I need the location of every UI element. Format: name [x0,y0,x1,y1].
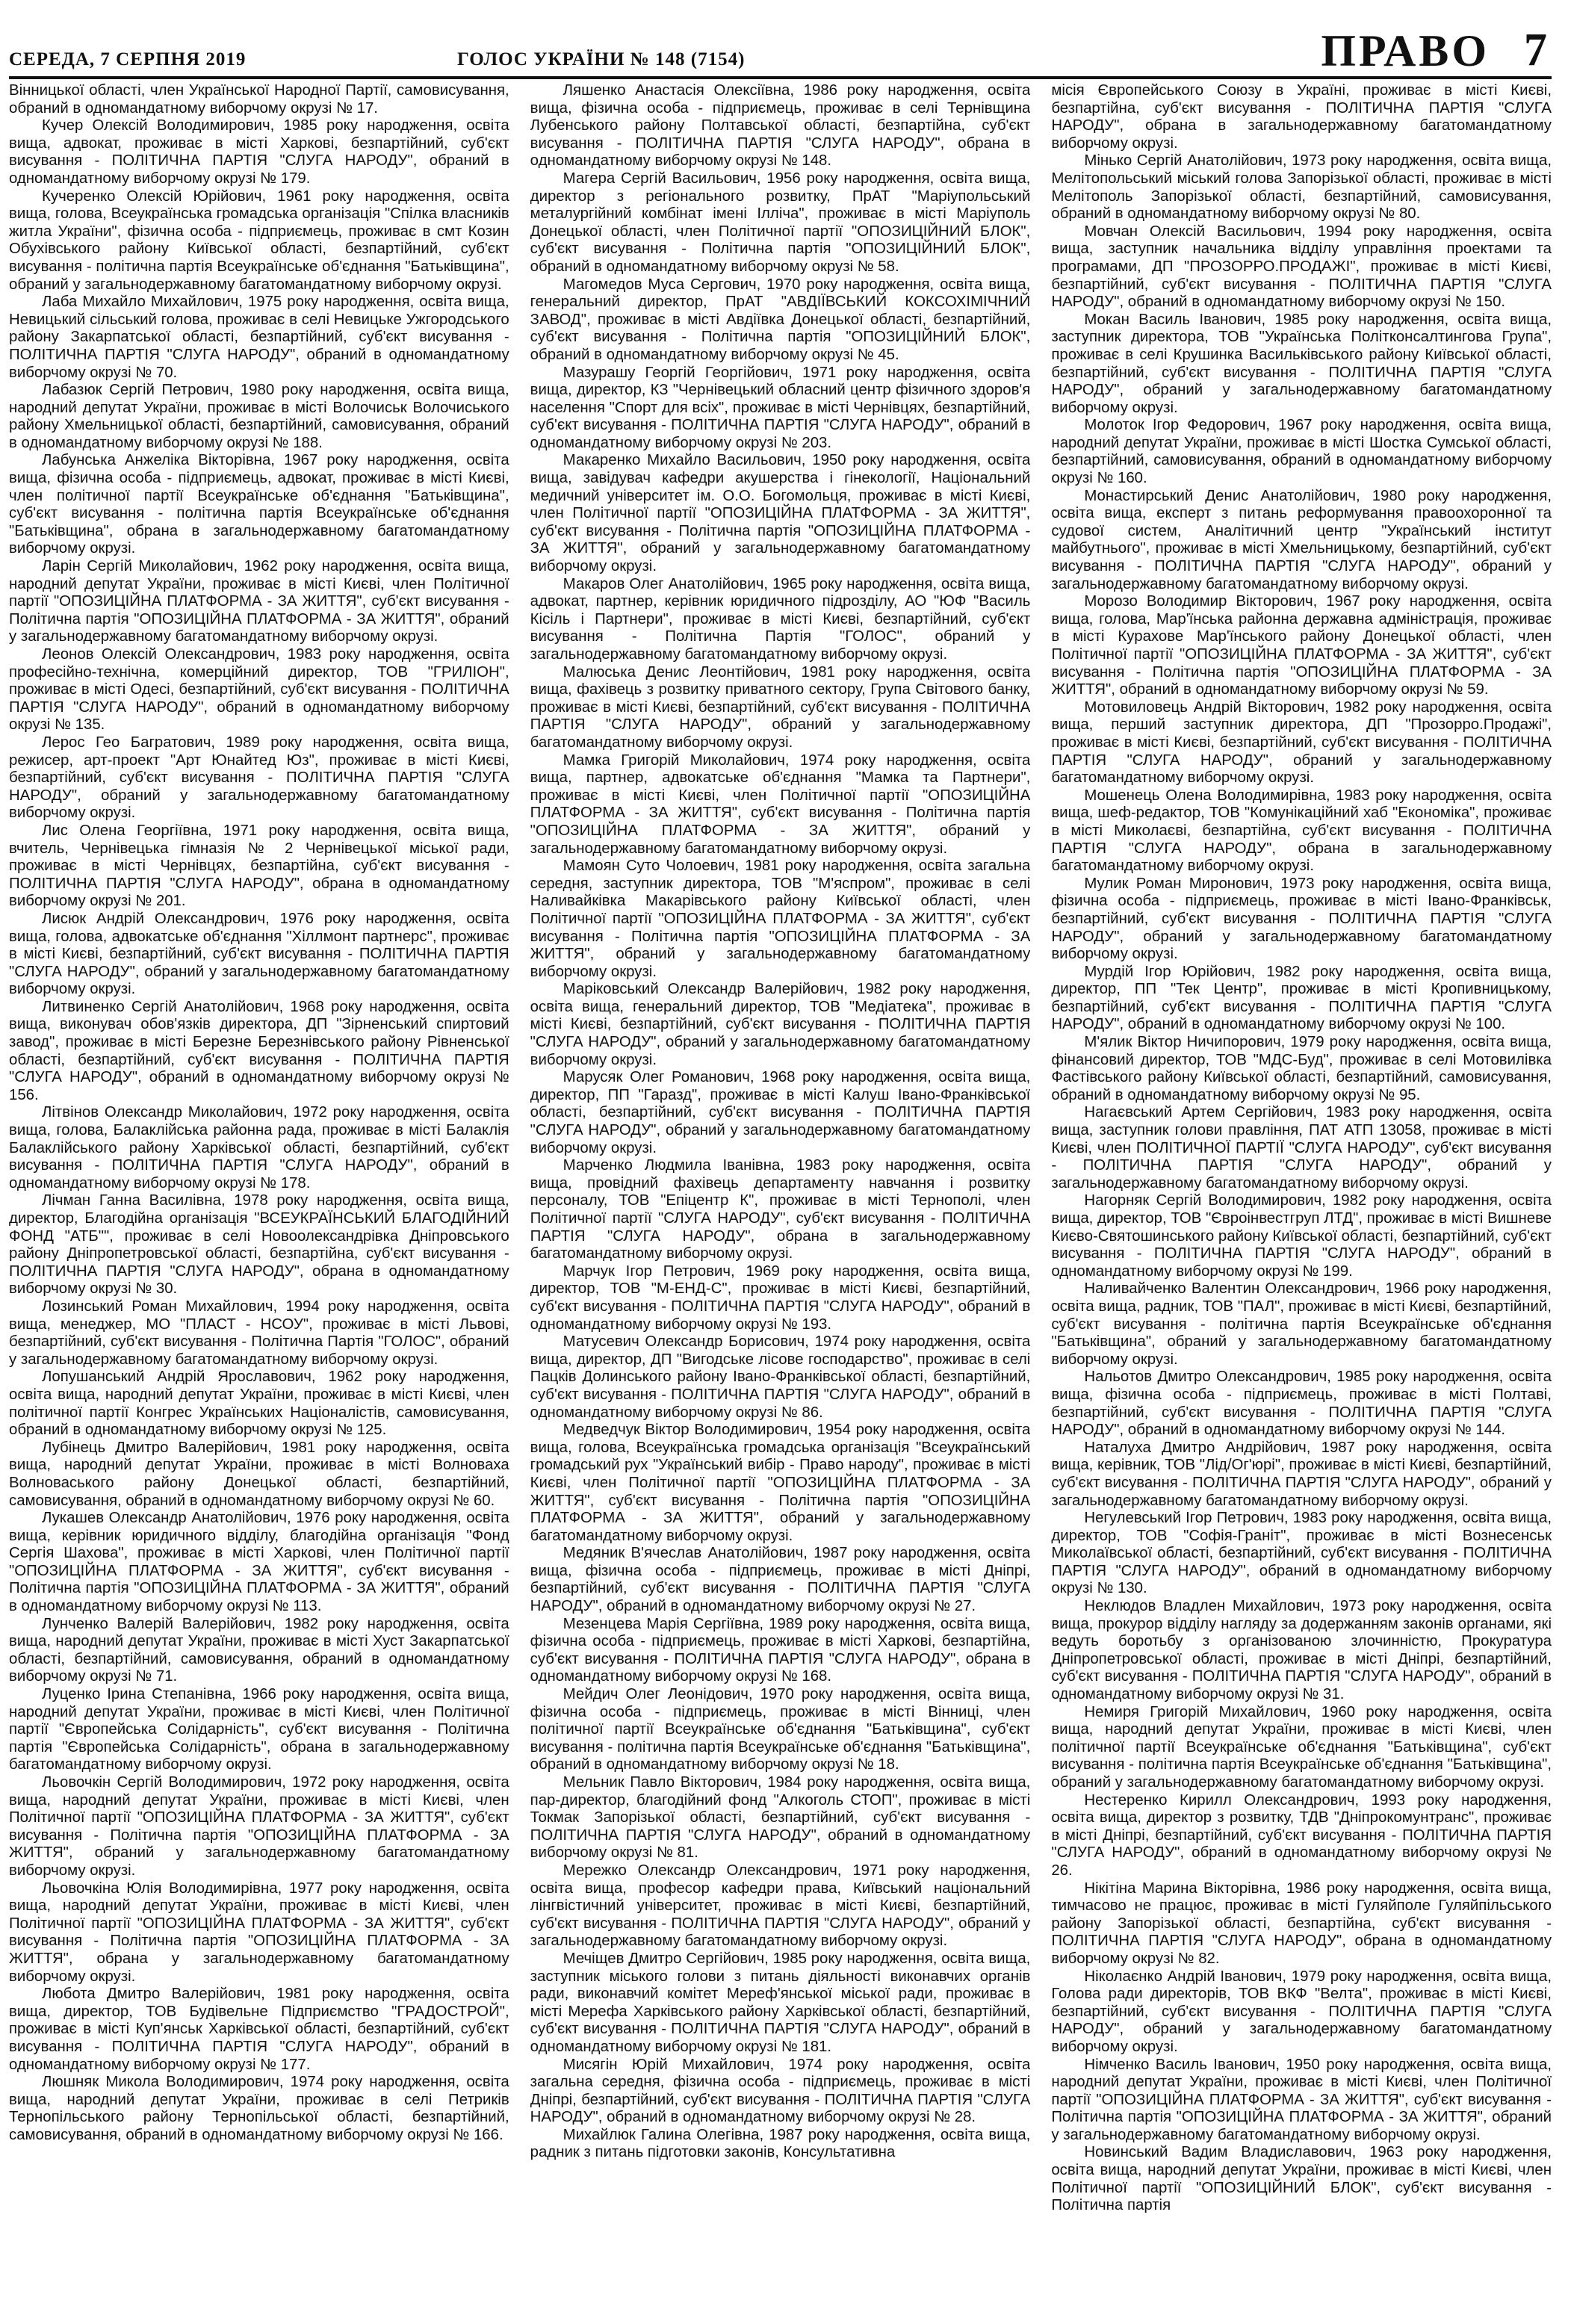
deputy-entry: Льовочкіна Юлія Володимирівна, 1977 року народження, освіта вища, народний депутат України, проживає в місті Києві, член Політичної партії "ОПОЗИЦІЙНА ПЛАТФОРМА - ЗА ЖИТТЯ", суб'єкт висування - Політична партія "ОПОЗИЦІЙНА ПЛАТФОРМА - ЗА ЖИТТЯ", обрана у загальнодержавному багатомандатному виборчому окрузі. [9,1880,509,1985]
deputy-entry: Ларін Сергій Миколайович, 1962 року народження, освіта вища, народний депутат України, проживає в місті Києві, член Політичної партії "ОПОЗИЦІЙНА ПЛАТФОРМА - ЗА ЖИТТЯ", суб'єкт висування - Політична партія "ОПОЗИЦІЙНА ПЛАТФОРМА - ЗА ЖИТТЯ", обраний у загальнодержавному багатомандатному виборчому окрузі. [9,558,509,645]
deputy-entry: Мейдич Олег Леонідович, 1970 року народження, освіта вища, фізична особа - підприємець, проживає в місті Вінниці, член політичної партії Всеукраїнське об'єднання "Батьківщина", суб'єкт висування - політична партія Всеукраїнське об'єднання "Батьківщина", обраний в одномандатному виборчому окрузі № 18. [530,1686,1031,1773]
deputy-entry: Мамка Григорій Миколайович, 1974 року народження, освіта вища, партнер, адвокатське об'єднання "Мамка та Партнери", проживає в місті Києві, член Політичної партії "ОПОЗИЦІЙНА ПЛАТФОРМА - ЗА ЖИТТЯ", суб'єкт висування - Політична партія "ОПОЗИЦІЙНА ПЛАТФОРМА - ЗА ЖИТТЯ", обраний у загальнодержавному багатомандатному виборчому окрузі. [530,752,1031,857]
deputy-entry: Лопушанський Андрій Ярославович, 1962 року народження, освіта вища, народний депутат України, проживає в місті Києві, член політичної партії Конгрес Українських Націоналістів, самовисування, обраний в одномандатному виборчому окрузі № 125. [9,1369,509,1439]
deputy-entry: Люшняк Микола Володимирович, 1974 року народження, освіта вища, народний депутат України, проживає в селі Петриків Тернопільського району Тернопільської області, безпартійний, самовисування, обраний в одномандатному виборчому окрузі № 166. [9,2074,509,2143]
deputy-entry: Льовочкін Сергій Володимирович, 1972 року народження, освіта вища, народний депутат України, проживає в місті Києві, член Політичної партії "ОПОЗИЦІЙНА ПЛАТФОРМА - ЗА ЖИТТЯ", суб'єкт висування - Політична партія "ОПОЗИЦІЙНА ПЛАТФОРМА - ЗА ЖИТТЯ", обраний у загальнодержавному багатомандатному виборчому окрузі. [9,1774,509,1879]
deputy-entry: Марченко Людмила Іванівна, 1983 року народження, освіта вища, провідний фахівець департаменту навчання і розвитку персоналу, ТОВ "Епіцентр К", проживає в місті Тернополі, член Політичної партії "СЛУГА НАРОДУ", суб'єкт висування - ПОЛІТИЧНА ПАРТІЯ "СЛУГА НАРОДУ", обрана в загальнодержавному багатомандатному виборчому окрузі. [530,1157,1031,1262]
deputy-entry: Монастирський Денис Анатолійович, 1980 року народження, освіта вища, експерт з питань реформування правоохоронної та судової систем, Аналітичний центр "Український інститут майбутнього", проживає в місті Хмельницькому, безпартійний, суб'єкт висування - ПОЛІТИЧНА ПАРТІЯ "СЛУГА НАРОДУ", обраний у загальнодержавному багатомандатному виборчому окрузі. [1051,487,1552,592]
deputy-entry: Леонов Олексій Олександрович, 1983 року народження, освіта професійно-технічна, комерційний директор, ТОВ "ГРИЛІОН", проживає в місті Одесі, безпартійний, суб'єкт висування - ПОЛІТИЧНА ПАРТІЯ "СЛУГА НАРОДУ", обраний в одномандатному виборчому окрузі № 135. [9,646,509,734]
deputy-entry: Кучеренко Олексій Юрійович, 1961 року народження, освіта вища, голова, Всеукраїнська громадська організація "Спілка власників житла України", фізична особа - підприємець, проживає в смт Козин Обухівського району Київської області, безпартійний, суб'єкт висування - політична партія Всеукраїнське об'єднання "Батьківщина", обраний у загальнодержавному багатомандатному виборчому окрузі. [9,188,509,293]
deputy-entry: Кучер Олексій Володимирович, 1985 року народження, освіта вища, адвокат, проживає в місті Харкові, безпартійний, суб'єкт висування - ПОЛІТИЧНА ПАРТІЯ "СЛУГА НАРОДУ", обраний в одномандатному виборчому окрузі № 179. [9,117,509,187]
deputy-entry: Літвінов Олександр Миколайович, 1972 року народження, освіта вища, голова, Балаклійська районна рада, проживає в місті Балаклія Балаклійського району Харківської області, безпартійний, суб'єкт висування - ПОЛІТИЧНА ПАРТІЯ "СЛУГА НАРОДУ", обраний в одномандатному виборчому окрузі № 178. [9,1104,509,1192]
deputy-entry: Лабунська Анжеліка Вікторівна, 1967 року народження, освіта вища, фізична особа - підприємець, адвокат, проживає в місті Києві, член політичної партії Всеукраїнське об'єднання "Батьківщина", суб'єкт висування - політична партія Всеукраїнське об'єднання "Батьківщина", обрана в загальнодержавному багатомандатному виборчому окрузі. [9,452,509,557]
deputy-entry: Нагаєвський Артем Сергійович, 1983 року народження, освіта вища, заступник голови правління, ПАТ АТП 13058, проживає в місті Києві, член ПОЛІТИЧНОЇ ПАРТІЇ "СЛУГА НАРОДУ", суб'єкт висування - ПОЛІТИЧНА ПАРТІЯ "СЛУГА НАРОДУ", обраний у загальнодержавному багатомандатному виборчому окрузі. [1051,1104,1552,1192]
deputy-entry: Нальотов Дмитро Олександрович, 1985 року народження, освіта вища, фізична особа - підприємець, проживає в місті Полтаві, безпартійний, суб'єкт висування - ПОЛІТИЧНА ПАРТІЯ "СЛУГА НАРОДУ", обраний в одномандатному виборчому окрузі № 144. [1051,1369,1552,1439]
deputy-entry: Німченко Василь Іванович, 1950 року народження, освіта вища, народний депутат України, проживає в місті Києві, член Політичної партії "ОПОЗИЦІЙНА ПЛАТФОРМА - ЗА ЖИТТЯ", суб'єкт висування - Політична партія "ОПОЗИЦІЙНА ПЛАТФОРМА - ЗА ЖИТТЯ", обраний у загальнодержавному багатомандатному виборчому окрузі. [1051,2056,1552,2143]
deputy-entry: Лозинський Роман Михайлович, 1994 року народження, освіта вища, менеджер, МО "ПЛАСТ - НСОУ", проживає в місті Львові, безпартійний, суб'єкт висування - Політична Партія "ГОЛОС", обраний у загальнодержавному багатомандатному виборчому окрузі. [9,1298,509,1368]
deputy-entry: Лічман Ганна Василівна, 1978 року народження, освіта вища, директор, Благодійна організація "ВСЕУКРАЇНСЬКИЙ БЛАГОДІЙНИЙ ФОНД "АТБ"", проживає в селі Новоолександрівка Дніпровського району Дніпропетровської області, безпартійна, суб'єкт висування - ПОЛІТИЧНА ПАРТІЯ "СЛУГА НАРОДУ", обрана в одномандатному виборчому окрузі № 30. [9,1192,509,1298]
deputy-entry: Мисягін Юрій Михайлович, 1974 року народження, освіта загальна середня, фізична особа - підприємець, проживає в місті Дніпрі, безпартійний, суб'єкт висування - ПОЛІТИЧНА ПАРТІЯ "СЛУГА НАРОДУ", обраний в одномандатному виборчому окрузі № 28. [530,2056,1031,2126]
page-number: 7 [1524,25,1547,75]
deputy-entry: Маріковський Олександр Валерійович, 1982 року народження, освіта вища, генеральний директор, ТОВ "Медіатека", проживає в місті Києві, безпартійний, суб'єкт висування - ПОЛІТИЧНА ПАРТІЯ "СЛУГА НАРОДУ", обраний у загальнодержавному багатомандатному виборчому окрузі. [530,981,1031,1068]
deputy-entry: Мамоян Суто Чолоевич, 1981 року народження, освіта загальна середня, заступник директора, ТОВ "М'яспром", проживає в селі Наливайківка Макарівського району Київської області, член Політичної партії "ОПОЗИЦІЙНА ПЛАТФОРМА - ЗА ЖИТТЯ", суб'єкт висування - Політична партія "ОПОЗИЦІЙНА ПЛАТФОРМА - ЗА ЖИТТЯ", обраний у загальнодержавному багатомандатному виборчому окрузі. [530,858,1031,980]
deputy-entry: Нагорняк Сергій Володимирович, 1982 року народження, освіта вища, директор, ТОВ "Євроінвестгруп ЛТД", проживає в місті Вишневе Києво-Святошинського району Київської області, безпартійний, суб'єкт висування - ПОЛІТИЧНА ПАРТІЯ "СЛУГА НАРОДУ", обраний в одномандатному виборчому окрузі № 199. [1051,1192,1552,1280]
column-2 [530,82,1031,2324]
deputy-entry: Лерос Гео Багратович, 1989 року народження, освіта вища, режисер, арт-проект "Арт Юнайтед Юз", проживає в місті Києві, безпартійний, суб'єкт висування - ПОЛІТИЧНА ПАРТІЯ "СЛУГА НАРОДУ", обраний у загальнодержавному багатомандатному виборчому окрузі. [9,734,509,822]
deputy-entry: Магомедов Муса Сергович, 1970 року народження, освіта вища, генеральний директор, ПрАТ "АВДІЇВСЬКИЙ КОКСОХІМІЧНИЙ ЗАВОД", проживає в місті Авдіївка Донецької області, безпартійний, суб'єкт висування - Політична партія "ОПОЗИЦІЙНИЙ БЛОК", обраний в одномандатному виборчому окрузі № 45. [530,276,1031,363]
deputy-entry: Мінько Сергій Анатолійович, 1973 року народження, освіта вища, Мелітопольський міський голова Запорізької області, проживає в місті Мелітополь Запорізької області, безпартійний, самовисування, обраний в одномандатному виборчому окрузі № 80. [1051,152,1552,223]
deputy-entry: Лисюк Андрій Олександрович, 1976 року народження, освіта вища, голова, адвокатське об'єднання "Хіллмонт партнерс", проживає в місті Києві, безпартійний, суб'єкт висування - ПОЛІТИЧНА ПАРТІЯ "СЛУГА НАРОДУ", обраний у загальнодержавному багатомандатному виборчому окрузі. [9,910,509,998]
issue-date: СЕРЕДА, 7 СЕРПНЯ 2019 [9,49,247,69]
deputy-entry: Лаба Михайло Михайлович, 1975 року народження, освіта вища, Невицький сільський голова, проживає в селі Невицьке Ужгородського району Закарпатської області, безпартійний, суб'єкт висування - ПОЛІТИЧНА ПАРТІЯ "СЛУГА НАРОДУ", обраний в одномандатному виборчому окрузі № 70. [9,294,509,381]
deputy-entry: Наталуха Дмитро Андрійович, 1987 року народження, освіта вища, керівник, ТОВ "Лід/Ог'юрі", проживає в місті Києві, безпартійний, суб'єкт висування - ПОЛІТИЧНА ПАРТІЯ "СЛУГА НАРОДУ", обраний у загальнодержавному багатомандатному виборчому окрузі. [1051,1439,1552,1509]
section-title: ПРАВО [1321,26,1490,75]
deputy-entry: Новинський Вадим Владиславович, 1963 року народження, освіта вища, народний депутат України, проживає в місті Києві, член Політичної партії "ОПОЗИЦІЙНИЙ БЛОК", суб'єкт висування - Політична партія [1051,2144,1552,2214]
column-1 [9,82,509,2324]
deputy-entry: Мечіщев Дмитро Сергійович, 1985 року народження, освіта вища, заступник міського голови з питань діяльності виконавчих органів ради, виконавчий комітет Мереф'янської міської ради, проживає в місті Мерефа Харківського району Харківської області, безпартійний, суб'єкт висування - ПОЛІТИЧНА ПАРТІЯ "СЛУГА НАРОДУ", обраний в одномандатному виборчому окрузі № 181. [530,1950,1031,2055]
deputy-entry: Малюська Денис Леонтійович, 1981 року народження, освіта вища, фахівець з розвитку приватного сектору, Група Світового банку, проживає в місті Києві, безпартійний, суб'єкт висування - ПОЛІТИЧНА ПАРТІЯ "СЛУГА НАРОДУ", обраний у загальнодержавному багатомандатному виборчому окрузі. [530,663,1031,751]
deputy-entry: Марчук Ігор Петрович, 1969 року народження, освіта вища, директор, ТОВ "М-ЕНД-С", проживає в місті Києві, безпартійний, суб'єкт висування - ПОЛІТИЧНА ПАРТІЯ "СЛУГА НАРОДУ", обраний в одномандатному виборчому окрузі № 193. [530,1262,1031,1333]
deputy-entry: Лукашев Олександр Анатолійович, 1976 року народження, освіта вища, керівник юридичного відділу, благодійна організація "Фонд Сергія Шахова", проживає в місті Харкові, член Політичної партії "ОПОЗИЦІЙНА ПЛАТФОРМА - ЗА ЖИТТЯ", суб'єкт висування - Політична партія "ОПОЗИЦІЙНА ПЛАТФОРМА - ЗА ЖИТТЯ", обраний в одномандатному виборчому окрузі № 113. [9,1510,509,1615]
deputy-entry: Вінницької області, член Української Народної Партії, самовисування, обраний в одномандатному виборчому окрузі № 17. [9,82,509,117]
deputy-entry: Мезенцева Марія Сергіївна, 1989 року народження, освіта вища, фізична особа - підприємець, проживає в місті Харкові, безпартійна, суб'єкт висування - ПОЛІТИЧНА ПАРТІЯ "СЛУГА НАРОДУ", обрана в одномандатному виборчому окрузі № 168. [530,1615,1031,1685]
deputy-entry: Нестеренко Кирилл Олександрович, 1993 року народження, освіта вища, директор з розвитку, ТДВ "Дніпрокомунтранс", проживає в місті Дніпрі, безпартійний, суб'єкт висування - ПОЛІТИЧНА ПАРТІЯ "СЛУГА НАРОДУ", обраний в одномандатному виборчому окрузі № 26. [1051,1791,1552,1879]
deputy-entry: Ніколаєнко Андрій Іванович, 1979 року народження, освіта вища, Голова ради директорів, ТОВ ВКФ "Велта", проживає в місті Києві, безпартійний, суб'єкт висування - ПОЛІТИЧНА ПАРТІЯ "СЛУГА НАРОДУ", обраний у загальнодержавному багатомандатному виборчому окрузі. [1051,1968,1552,2055]
deputy-entry: Мулик Роман Миронович, 1973 року народження, освіта вища, фізична особа - підприємець, проживає в місті Івано-Франківськ, безпартійний, суб'єкт висування - ПОЛІТИЧНА ПАРТІЯ "СЛУГА НАРОДУ", обраний у загальнодержавному багатомандатному виборчому окрузі. [1051,875,1552,963]
deputy-entry: Макаренко Михайло Васильович, 1950 року народження, освіта вища, завідувач кафедри акушерства і гінекології, Національний медичний університет ім. О.О. Богомольця, проживає в місті Києві, член Політичної партії "ОПОЗИЦІЙНА ПЛАТФОРМА - ЗА ЖИТТЯ", суб'єкт висування - Політична партія "ОПОЗИЦІЙНА ПЛАТФОРМА - ЗА ЖИТТЯ", обраний у загальнодержавному багатомандатному виборчому окрузі. [530,452,1031,575]
deputy-entry: Лабазюк Сергій Петрович, 1980 року народження, освіта вища, народний депутат України, проживає в місті Волочиськ Волочиського району Хмельницької області, безпартійний, самовисування, обраний в одномандатному виборчому окрузі № 188. [9,382,509,451]
page-header [9,27,1552,79]
deputy-entry: Мазурашу Георгій Георгійович, 1971 року народження, освіта вища, директор, КЗ "Чернівецький обласний центр фізичного здоров'я населення "Спорт для всіх", проживає в місті Чернівцях, безпартійний, суб'єкт висування - ПОЛІТИЧНА ПАРТІЯ "СЛУГА НАРОДУ", обраний в одномандатному виборчому окрузі № 203. [530,364,1031,451]
deputy-entry: Лунченко Валерій Валерійович, 1982 року народження, освіта вища, народний депутат України, проживає в місті Хуст Закарпатської області, безпартійний, самовисування, обраний в одномандатному виборчому окрузі № 71. [9,1615,509,1685]
deputy-entry: Мережко Олександр Олександрович, 1971 року народження, освіта вища, професор кафедри права, Київський національний лінгвістичний університет, проживає в місті Києві, безпартійний, суб'єкт висування - ПОЛІТИЧНА ПАРТІЯ "СЛУГА НАРОДУ", обраний у загальнодержавному багатомандатному виборчому окрузі. [530,1862,1031,1950]
deputy-entry: Неклюдов Владлен Михайлович, 1973 року народження, освіта вища, прокурор відділу нагляду за додержанням законів органами, які ведуть боротьбу з організованою злочинністю, Прокуратура Дніпропетровської області, проживає в місті Дніпрі, безпартійний, суб'єкт висування - ПОЛІТИЧНА ПАРТІЯ "СЛУГА НАРОДУ", обраний в одномандатному виборчому окрузі № 31. [1051,1598,1552,1703]
deputy-entry: Михайлюк Галина Олегівна, 1987 року народження, освіта вища, радник з питань підготовки законів, Консультативна [530,2126,1031,2161]
deputy-entry: Наливайченко Валентин Олександрович, 1966 року народження, освіта вища, радник, ТОВ "ПАЛ", проживає в місті Києві, безпартійний, суб'єкт висування - політична партія Всеукраїнське об'єднання "Батьківщина", обраний у загальнодержавному багатомандатному виборчому окрузі. [1051,1280,1552,1368]
text-columns [9,82,1552,2324]
deputy-entry: Макаров Олег Анатолійович, 1965 року народження, освіта вища, адвокат, партнер, керівник юридичного підрозділу, АО "ЮФ "Василь Кісіль і Партнери", проживає в місті Києві, безпартійний, суб'єкт висування - Політична Партія "ГОЛОС", обраний у загальнодержавному багатомандатному виборчому окрузі. [530,575,1031,663]
deputy-entry: Луценко Ірина Степанівна, 1966 року народження, освіта вища, народний депутат України, проживає в місті Києві, член Політичної партії "Європейська Солідарність", суб'єкт висування - Політична партія "Європейська Солідарність", обрана в загальнодержавному багатомандатному виборчому окрузі. [9,1686,509,1773]
deputy-entry: Лис Олена Георгіївна, 1971 року народження, освіта вища, вчитель, Чернівецька гімназія № 2 Чернівецької міської ради, проживає в місті Чернівцях, безпартійна, суб'єкт висування - ПОЛІТИЧНА ПАРТІЯ "СЛУГА НАРОДУ", обрана в одномандатному виборчому окрузі № 201. [9,822,509,910]
deputy-entry: Немиря Григорій Михайлович, 1960 року народження, освіта вища, народний депутат України, проживає в місті Києві, член політичної партії Всеукраїнське об'єднання "Батьківщина", суб'єкт висування - політична партія Всеукраїнське об'єднання "Батьківщина", обраний у загальнодержавному багатомандатному виборчому окрузі. [1051,1703,1552,1791]
column-3 [1051,82,1552,2324]
deputy-entry: Молоток Ігор Федорович, 1967 року народження, освіта вища, народний депутат України, проживає в місті Шостка Сумської області, безпартійний, самовисування, обраний в одномандатному виборчому окрузі № 160. [1051,417,1552,487]
deputy-entry: Мотовиловець Андрій Вікторович, 1982 року народження, освіта вища, перший заступник директора, ДП "Прозорро.Продажі", проживає в місті Києві, безпартійний, суб'єкт висування - ПОЛІТИЧНА ПАРТІЯ "СЛУГА НАРОДУ", обраний у загальнодержавному багатомандатному виборчому окрузі. [1051,698,1552,787]
deputy-entry: Мошенець Олена Володимирівна, 1983 року народження, освіта вища, шеф-редактор, ТОВ "Комунікаційний хаб "Економіка", проживає в місті Миколаєві, безпартійна, суб'єкт висування - ПОЛІТИЧНА ПАРТІЯ "СЛУГА НАРОДУ", обрана в загальнодержавному багатомандатному виборчому окрузі. [1051,787,1552,875]
deputy-entry: Медяник В'ячеслав Анатолійович, 1987 року народження, освіта вища, фізична особа - підприємець, проживає в місті Дніпрі, безпартійний, суб'єкт висування - ПОЛІТИЧНА ПАРТІЯ "СЛУГА НАРОДУ", обраний в одномандатному виборчому окрузі № 27. [530,1545,1031,1615]
newspaper-name: ГОЛОС УКРАЇНИ № 148 (7154) [457,49,746,69]
deputy-entry: М'ялик Віктор Ничипорович, 1979 року народження, освіта вища, фінансовий директор, ТОВ "МДС-Буд", проживає в селі Мотовилівка Фастівського району Київської області, безпартійний, самовисування, обраний в одномандатному виборчому окрузі № 95. [1051,1034,1552,1103]
deputy-entry: Ляшенко Анастасія Олексіївна, 1986 року народження, освіта вища, фізична особа - підприємець, проживає в селі Тернівщина Лубенського району Полтавської області, безпартійна, суб'єкт висування - ПОЛІТИЧНА ПАРТІЯ "СЛУГА НАРОДУ", обрана в одномандатному виборчому окрузі № 148. [530,82,1031,170]
deputy-entry: Медведчук Віктор Володимирович, 1954 року народження, освіта вища, голова, Всеукраїнська громадська організація "Всеукраїнський громадський рух "Український вибір - Право народу", проживає в місті Києві, член Політичної партії "ОПОЗИЦІЙНА ПЛАТФОРМА - ЗА ЖИТТЯ", суб'єкт висування - Політична партія "ОПОЗИЦІЙНА ПЛАТФОРМА - ЗА ЖИТТЯ", обраний у загальнодержавному багатомандатному виборчому окрузі. [530,1422,1031,1544]
deputy-entry: Марусяк Олег Романович, 1968 року народження, освіта вища, директор, ПП "Гаразд", проживає в місті Калуш Івано-Франківської області, безпартійний, суб'єкт висування - ПОЛІТИЧНА ПАРТІЯ "СЛУГА НАРОДУ", обраний у загальнодержавному багатомандатному виборчому окрузі. [530,1069,1031,1156]
deputy-entry: Нікітіна Марина Вікторівна, 1986 року народження, освіта вища, тимчасово не працює, проживає в місті Гуляйполе Гуляйпільського району Запорізької області, безпартійна, суб'єкт висування - ПОЛІТИЧНА ПАРТІЯ "СЛУГА НАРОДУ", обрана в одномандатному виборчому окрузі № 82. [1051,1880,1552,1967]
deputy-entry: Лубінець Дмитро Валерійович, 1981 року народження, освіта вища, народний депутат України, проживає в місті Волноваха Волноваського району Донецької області, безпартійний, самовисування, обраний в одномандатному виборчому окрузі № 60. [9,1439,509,1509]
deputy-entry: Мурдій Ігор Юрійович, 1982 року народження, освіта вища, директор, ПП "Тек Центр", проживає в місті Кропивницькому, безпартійний, суб'єкт висування - ПОЛІТИЧНА ПАРТІЯ "СЛУГА НАРОДУ", обраний в одномандатному виборчому окрузі № 100. [1051,963,1552,1033]
deputy-entry: Морозо Володимир Вікторович, 1967 року народження, освіта вища, голова, Мар'їнська районна державна адміністрація, проживає в місті Курахове Мар'їнського району Донецької області, член Політичної партії "ОПОЗИЦІЙНА ПЛАТФОРМА - ЗА ЖИТТЯ", суб'єкт висування - Політична партія "ОПОЗИЦІЙНА ПЛАТФОРМА - ЗА ЖИТТЯ", обраний в одномандатному виборчому окрузі № 59. [1051,593,1552,698]
deputy-entry: Магера Сергій Васильович, 1956 року народження, освіта вища, директор з регіонального розвитку, ПрАТ "Маріупольський металургійний комбінат імені Ілліча", проживає в місті Маріуполь Донецької області, член Політичної партії "ОПОЗИЦІЙНИЙ БЛОК", суб'єкт висування - Політична партія "ОПОЗИЦІЙНИЙ БЛОК", обраний в одномандатному виборчому окрузі № 58. [530,170,1031,275]
deputy-entry: місія Європейського Союзу в Україні, проживає в місті Києві, безпартійна, суб'єкт висування - ПОЛІТИЧНА ПАРТІЯ "СЛУГА НАРОДУ", обрана в загальнодержавному багатомандатному виборчому окрузі. [1051,82,1552,152]
deputy-entry: Мокан Василь Іванович, 1985 року народження, освіта вища, заступник директора, ТОВ "Українська Політконсалтингова Група", проживає в селі Крушинка Васильківського району Київської області, безпартійний, суб'єкт висування - ПОЛІТИЧНА ПАРТІЯ "СЛУГА НАРОДУ", обраний у загальнодержавному багатомандатному виборчому окрузі. [1051,311,1552,416]
deputy-entry: Любота Дмитро Валерійович, 1981 року народження, освіта вища, директор, ТОВ Будівельне Підприємство "ГРАДОСТРОЙ", проживає в місті Куп'янськ Харківської області, безпартійний, суб'єкт висування - ПОЛІТИЧНА ПАРТІЯ "СЛУГА НАРОДУ", обраний в одномандатному виборчому окрузі № 177. [9,1986,509,2073]
deputy-entry: Мельник Павло Вікторович, 1984 року народження, освіта вища, пар-директор, благодійний фонд "Алкоголь СТОП", проживає в місті Токмак Запорізької області, безпартійний, суб'єкт висування - ПОЛІТИЧНА ПАРТІЯ "СЛУГА НАРОДУ", обраний в одномандатному виборчому окрузі № 81. [530,1774,1031,1862]
deputy-entry: Литвиненко Сергій Анатолійович, 1968 року народження, освіта вища, виконувач обов'язків директора, ДП "Зірненський спиртовий завод", проживає в місті Березне Березнівського району Рівненської області, безпартійний, суб'єкт висування - ПОЛІТИЧНА ПАРТІЯ "СЛУГА НАРОДУ", обраний в одномандатному виборчому окрузі № 156. [9,998,509,1103]
deputy-entry: Негулевський Ігор Петрович, 1983 року народження, освіта вища, директор, ТОВ "Софія-Граніт", проживає в місті Вознесенськ Миколаївської області, безпартійний, суб'єкт висування - ПОЛІТИЧНА ПАРТІЯ "СЛУГА НАРОДУ", обраний в одномандатному виборчому окрузі № 130. [1051,1510,1552,1597]
deputy-entry: Матусевич Олександр Борисович, 1974 року народження, освіта вища, директор, ДП "Вигодське лісове господарство", проживає в селі Пацків Долинського району Івано-Франківської області, безпартійний, суб'єкт висування - ПОЛІТИЧНА ПАРТІЯ "СЛУГА НАРОДУ", обраний в одномандатному виборчому окрузі № 86. [530,1333,1031,1421]
deputy-entry: Мовчан Олексій Васильович, 1994 року народження, освіта вища, заступник начальника відділу управління проектами та програмами, ДП "ПРОЗОРРО.ПРОДАЖІ", проживає в місті Києві, безпартійний, суб'єкт висування - ПОЛІТИЧНА ПАРТІЯ "СЛУГА НАРОДУ", обраний в одномандатному виборчому окрузі № 150. [1051,223,1552,311]
